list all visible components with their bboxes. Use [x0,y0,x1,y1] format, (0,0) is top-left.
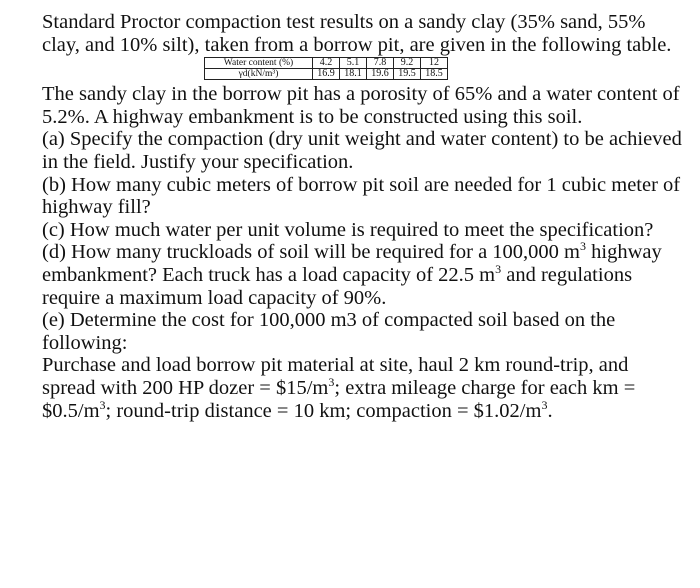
table-cell: 4.2 [313,58,340,69]
table-cell: 7.8 [367,58,394,69]
compaction-table [204,57,448,80]
table-cell: 16.9 [313,69,340,80]
table-cell: 19.6 [367,69,394,80]
dry-unit-weight-label: γd(kN/m³) [205,69,313,80]
table-cell: 12 [421,58,448,69]
table-cell: 18.1 [340,69,367,80]
problem-document [42,11,682,422]
question-b: (b) How many cubic meters of borrow pit soil are needed for 1 cubic meter of highway fill? [42,173,681,219]
table-cell: 18.5 [421,69,448,80]
table-cell: 9.2 [394,58,421,69]
question-a: (a) Specify the compaction (dry unit weight and water content) to be achieved in the field. Justify your specification. [42,128,682,173]
table-row [205,58,448,69]
question-e: (e) Determine the cost for 100,000 m3 of compacted soil based on the following: [42,309,616,354]
table-cell: 5.1 [340,58,367,69]
table-cell: 19.5 [394,69,421,80]
question-c: (c) How much water per unit volume is required to meet the specification? [42,218,654,241]
soil-description: The sandy clay in the borrow pit has a porosity of 65% and a water content of 5.2%. A highway embankment is to be constructed using this soil. [42,83,680,128]
table-container [42,56,682,83]
question-d: (d) How many truckloads of soil will be required for a 100,000 $m^3$ highway embankment? Each truck has a load capacity of 22.5 $m^3$ and regulations require a maximum load capacity of 90%. [42,239,662,309]
table-row [205,69,448,80]
cost-details: Purchase and load borrow pit material at site, haul 2 km round-trip, and spread with 200 HP dozer = $\$15/m^3$; extra mileage charge for each km = $\$0.5/m^3$; round-trip distance = 10 km; compaction = $\$1.02/m^3$. [42,354,636,422]
problem-intro: Standard Proctor compaction test results on a sandy clay (35% sand, 55% clay, and 10% silt), taken from a borrow pit, are given in the following table. [42,11,672,56]
water-content-label: Water content (%) [205,58,313,69]
